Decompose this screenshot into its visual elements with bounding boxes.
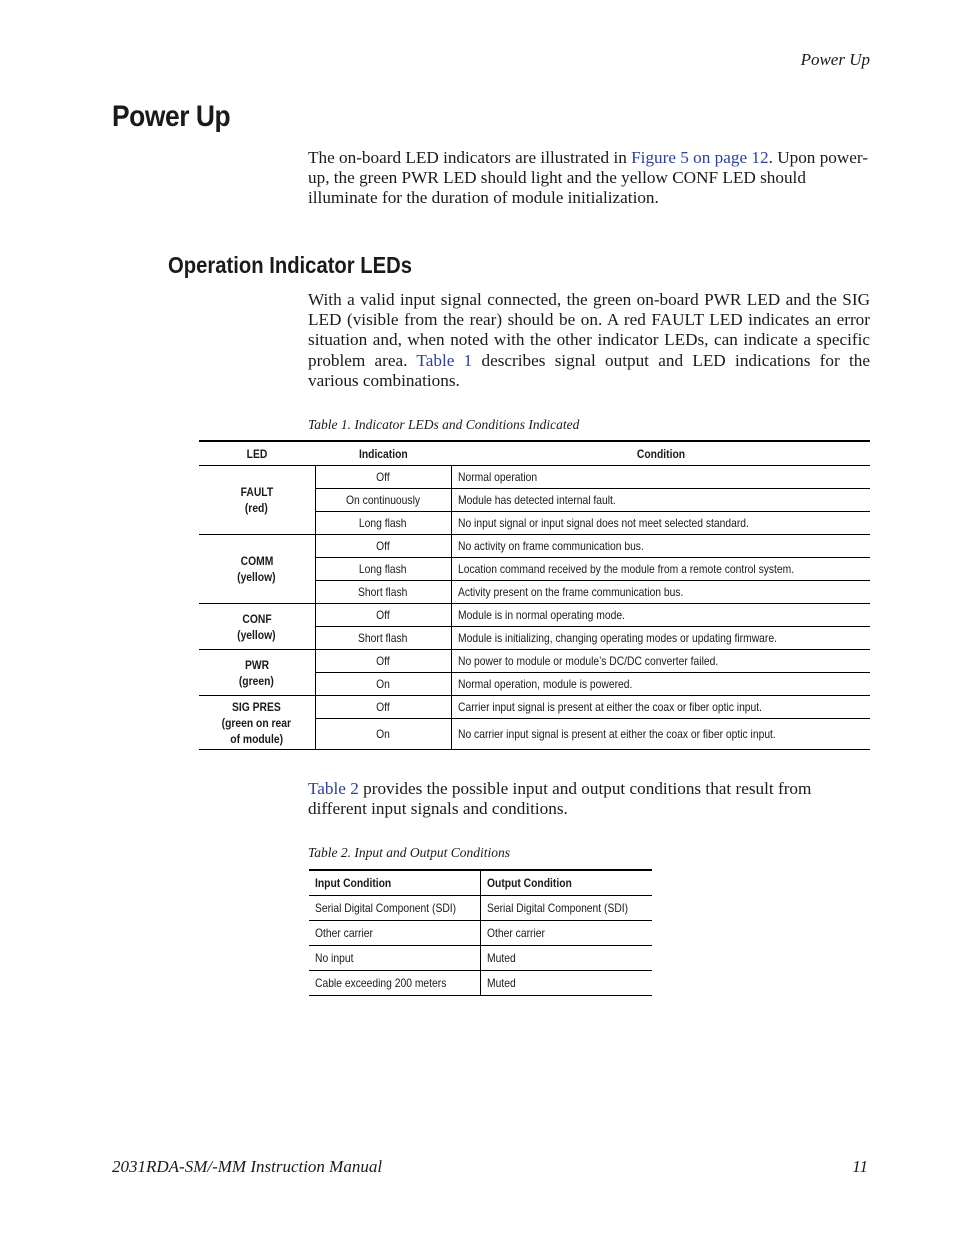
- condition-cell: No activity on frame communication bus.: [451, 535, 870, 558]
- condition-cell: Location command received by the module from a remote control system.: [451, 558, 870, 581]
- table-1-caption: Table 1. Indicator LEDs and Conditions Indicated: [308, 417, 580, 432]
- table-row: [199, 535, 870, 558]
- condition-cell: Module is initializing, changing operating modes or updating firmware.: [451, 627, 870, 650]
- table-2-intro-paragraph: [308, 779, 870, 819]
- indication-cell: Off: [315, 650, 451, 673]
- input-condition-cell: Serial Digital Component (SDI): [309, 896, 481, 921]
- indication-cell: Long flash: [315, 512, 451, 535]
- indication-cell: On continuously: [315, 489, 451, 512]
- led-cell-pwr: PWR (green): [199, 650, 315, 696]
- section-text-before: With a valid input signal connected, the green on-board PWR LED and the SIG LED (visible from the rear) should be on. A red FAULT LED indicates an error situation and, when noted with the other indicator LEDs, can indicate a specific problem area.: [308, 290, 870, 370]
- indication-cell: On: [315, 673, 451, 696]
- indication-cell: Off: [315, 696, 451, 719]
- page-number: 11: [852, 1157, 868, 1176]
- section-text-after: describes signal output and LED indications for the various combinations.: [308, 350, 870, 390]
- output-condition-cell: Other carrier: [481, 921, 653, 946]
- led-cell-comm: COMM (yellow): [199, 535, 315, 604]
- indication-cell: Long flash: [315, 558, 451, 581]
- led-cell-fault: FAULT (red): [199, 466, 315, 535]
- column-header-output-condition: Output Condition: [481, 870, 653, 896]
- indication-cell: Short flash: [315, 581, 451, 604]
- table-2-link[interactable]: Table 2: [308, 779, 359, 798]
- table-row: [199, 650, 870, 673]
- condition-cell: Normal operation: [451, 466, 870, 489]
- indication-cell: On: [315, 719, 451, 750]
- condition-cell: Normal operation, module is powered.: [451, 673, 870, 696]
- condition-cell: No carrier input signal is present at either the coax or fiber optic input.: [451, 719, 870, 750]
- input-output-table: [309, 869, 652, 996]
- running-header: Power Up: [800, 50, 870, 69]
- input-condition-cell: Cable exceeding 200 meters: [309, 971, 481, 996]
- table-header-row: [199, 441, 870, 466]
- section-paragraph: [308, 290, 870, 391]
- table-row: [309, 896, 652, 921]
- indication-cell: Off: [315, 604, 451, 627]
- column-header-led: LED: [199, 441, 315, 466]
- condition-cell: Activity present on the frame communication bus.: [451, 581, 870, 604]
- input-condition-cell: No input: [309, 946, 481, 971]
- indicator-led-table: [199, 440, 870, 750]
- indication-cell: Off: [315, 535, 451, 558]
- led-cell-sig-pres: SIG PRES (green on rear of module): [199, 696, 315, 750]
- column-header-condition: Condition: [451, 441, 870, 466]
- intro-text-after: . Upon power-up, the green PWR LED should light and the yellow CONF LED should illuminate for the duration of module initialization.: [308, 148, 869, 208]
- column-header-indication: Indication: [315, 441, 451, 466]
- condition-cell: Module is in normal operating mode.: [451, 604, 870, 627]
- output-condition-cell: Muted: [481, 971, 653, 996]
- table-row: [199, 604, 870, 627]
- footer-manual-title: 2031RDA-SM/-MM Instruction Manual: [112, 1157, 383, 1176]
- column-header-input-condition: Input Condition: [309, 870, 481, 896]
- indication-cell: Off: [315, 466, 451, 489]
- intro-paragraph: [308, 148, 870, 209]
- condition-cell: Module has detected internal fault.: [451, 489, 870, 512]
- intro-text-before: The on-board LED indicators are illustrated in: [308, 148, 632, 167]
- led-cell-conf: CONF (yellow): [199, 604, 315, 650]
- output-condition-cell: Muted: [481, 946, 653, 971]
- indication-cell: Short flash: [315, 627, 451, 650]
- condition-cell: No input signal or input signal does not meet selected standard.: [451, 512, 870, 535]
- table-row: [309, 921, 652, 946]
- condition-cell: Carrier input signal is present at either the coax or fiber optic input.: [451, 696, 870, 719]
- table-2-caption: Table 2. Input and Output Conditions: [308, 845, 511, 860]
- table-2-intro-text: provides the possible input and output conditions that result from different input signals and conditions.: [308, 779, 812, 819]
- page-title: Power Up: [112, 100, 231, 133]
- output-condition-cell: Serial Digital Component (SDI): [481, 896, 653, 921]
- table-header-row: [309, 870, 652, 896]
- input-condition-cell: Other carrier: [309, 921, 481, 946]
- table-row: [199, 466, 870, 489]
- table-row: [199, 696, 870, 719]
- figure-5-link[interactable]: Figure 5 on page 12: [631, 148, 769, 167]
- table-row: [309, 946, 652, 971]
- condition-cell: No power to module or module’s DC/DC converter failed.: [451, 650, 870, 673]
- table-1-link[interactable]: Table 1: [416, 350, 473, 370]
- table-row: [309, 971, 652, 996]
- section-title: Operation Indicator LEDs: [168, 252, 413, 278]
